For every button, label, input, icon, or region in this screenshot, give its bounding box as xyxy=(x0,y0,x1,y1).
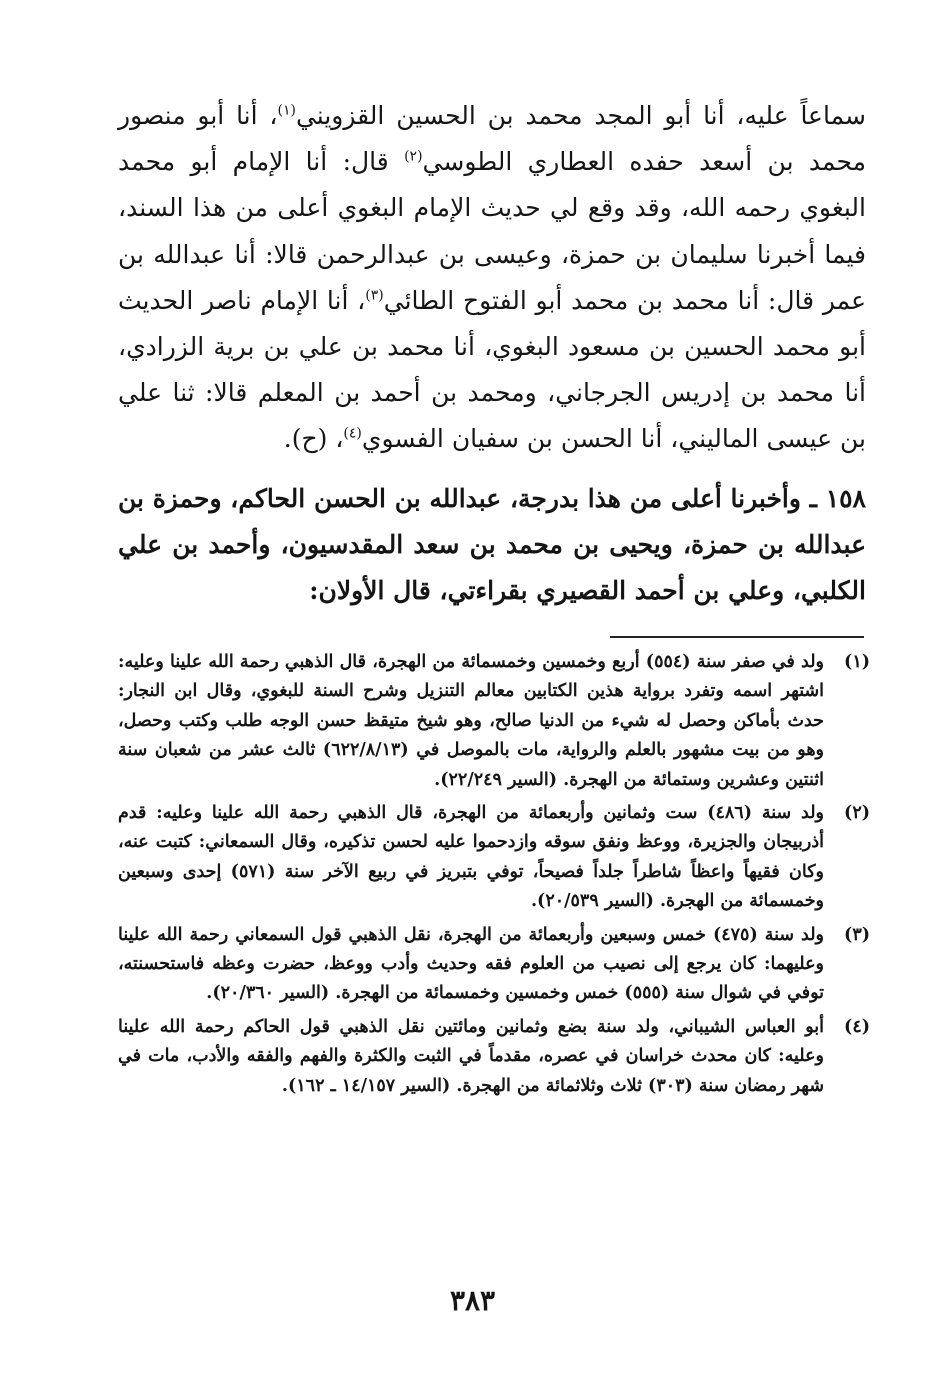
footnote-4 xyxy=(118,1013,870,1101)
footnote-separator xyxy=(610,636,864,638)
footnote-ref-4: (٤) xyxy=(343,426,362,443)
footnote-number: (٢) xyxy=(844,803,870,824)
main-paragraph-2: ١٥٨ ـ وأخبرنا أعلى من هذا بدرجة، عبدالله بن الحسن الحاكم، وحمزة بن عبدالله بن حمزة، ويحيى بن محمد بن سعد المقدسيون، وأحمد بن علي الكلبي، وعلي بن أحمد القصيري بقراءتي، قال الأولان: xyxy=(118,484,866,606)
footnote-number: (١) xyxy=(844,652,870,672)
footnote-text: ولد سنة (٤٧٥) خمس وسبعين وأربعمائة من الهجرة، نقل الذهبي قول السمعاني رحمة الله علينا وعليهما: كان يرجع إلى نصيب من العلوم فقه وحديث وأدب ووعظ، حضرت وعظه فاستحسنته، توفي في شوال سنة (٥٥٥) خمس وخمسين وخمسمائة من الهجرة. (السير ٢٠/٣٦٠). xyxy=(118,924,824,1004)
paragraph-1-part-1: سماعاً عليه، أنا أبو المجد محمد بن الحسين القزويني xyxy=(295,101,866,130)
footnote-ref-1: (١) xyxy=(277,102,296,119)
main-paragraph-1 xyxy=(118,93,866,463)
footnote-3 xyxy=(118,921,870,1009)
footnote-text: ولد في صفر سنة (٥٥٤) أربع وخمسين وخمسمائة من الهجرة، قال الذهبي رحمة الله علينا وعليه: اشتهر اسمه وتفرد برواية هذين الكتابين معالم التنزيل وشرح السنة للبغوي، وقال ابن النجار: حدث بأماكن وحصل له شيء من الدنيا صالح، وهو شيخ متيقظ حسن الوجه طلب وكتب وحصل، وهو من بيت مشهور بالعلم والرواية، مات بالموصل في (٦٢٢/٨/١٣) ثالث عشر من شعبان سنة اثنتين وعشرين وستمائة من الهجرة. (السير ٢٢/٢٤٩). xyxy=(118,652,825,790)
footnotes-section xyxy=(118,648,870,1105)
paragraph-1-part-2: ، أنا أبو منصور محمد بن أسعد حفده العطاري الطوسي xyxy=(118,101,866,177)
footnote-ref-2: (٢) xyxy=(404,148,423,165)
page-number: ٣٨٣ xyxy=(449,1284,496,1317)
footnote-text: ولد سنة (٤٨٦) ست وثمانين وأربعمائة من الهجرة، قال الذهبي رحمة الله علينا وعليه: قدم أذربيجان والجزيرة، ووعظ ونفق سوقه وازدحموا عليه لحسن تذكيره، وقال السمعاني: كتبت عنه، وكان فقيهاً واعظاً شاطراً جلداً فصيحاً، توفي بتبريز في ربيع الآخر سنة (٥٧١) إحدى وسبعين وخمسمائة من الهجرة. (السير ٢٠/٥٣٩). xyxy=(118,803,825,912)
footnote-number: (٤) xyxy=(844,1016,870,1037)
paragraph-1-part-4: ، أنا الإمام ناصر الحديث أبو محمد الحسين بن مسعود البغوي، أنا محمد بن علي بن برية الزرادي، أنا محمد بن إدريس الجرجاني، ومحمد بن أحمد بن المعلم قالا: ثنا علي بن عيسى الماليني، أنا الحسن بن سفيان الفسوي xyxy=(118,285,866,454)
footnote-ref-3: (٣) xyxy=(365,287,384,304)
paragraph-1-part-5: ، (ح). xyxy=(283,424,344,454)
footnote-number: (٣) xyxy=(844,924,870,945)
footnote-text: أبو العباس الشيباني، ولد سنة بضع وثمانين ومائتين نقل الذهبي قول الحاكم رحمة الله علينا وعليه: كان محدث خراسان في عصره، مقدماً في الثبت والكثرة والفهم والفقه والأدب، مات في شهر رمضان سنة (٣٠٣) ثلاث وثلاثمائة من الهجرة. (السير ١٤/١٥٧ ـ ١٦٢). xyxy=(118,1016,824,1096)
footnote-1 xyxy=(118,648,870,795)
footnote-2 xyxy=(118,799,870,917)
paragraph-1-part-3: قال: أنا الإمام أبو محمد البغوي رحمه الله، وقد وقع لي حديث الإمام البغوي أعلى من هذا السند، فيما أخبرنا سليمان بن حمزة، وعيسى بن عبدالرحمن قالا: أنا عبدالله بن عمر قال: أنا محمد بن محمد أبو الفتوح الطائي xyxy=(118,147,866,315)
